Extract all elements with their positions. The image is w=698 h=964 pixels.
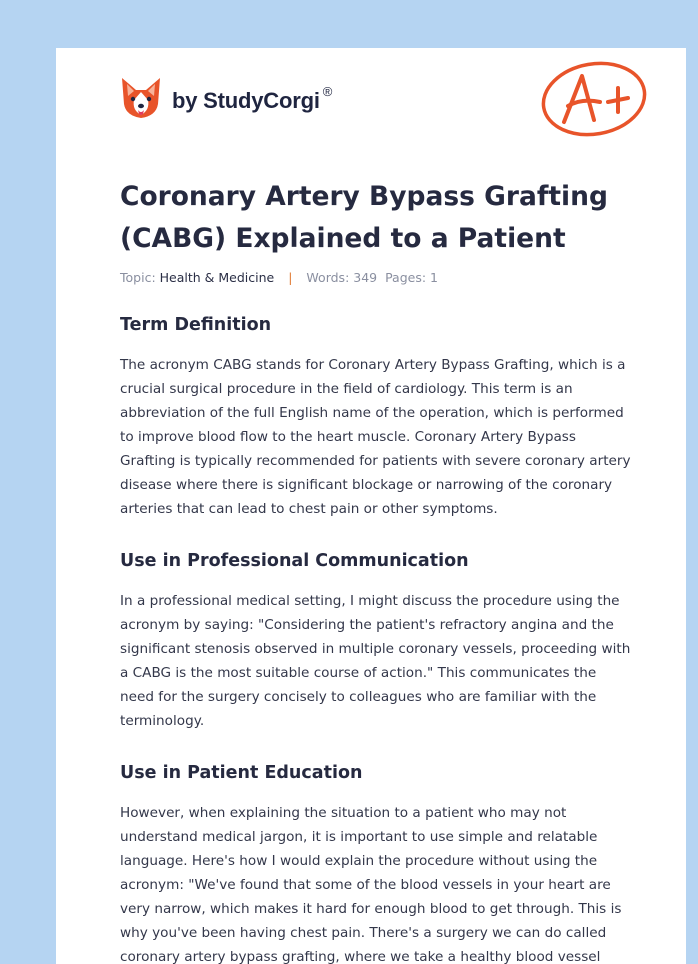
meta-separator: | (288, 270, 293, 285)
section-body-professional-communication: In a professional medical setting, I might discuss the procedure using the acronym by saying: "Considering the patient's refractory angina and the significant stenosis observed in multiple coronary vessels, proceeding with a CABG is the most suitable course of action." This communicates the need for the surgery concisely to colleagues who are familiar with the terminology. (120, 593, 631, 729)
document-title: Coronary Artery Bypass Grafting (CABG) Explained to a Patient (120, 181, 608, 254)
section-heading-professional-communication: Use in Professional Communication (120, 551, 469, 571)
brand-name: by StudyCorgi ® (172, 84, 333, 113)
topic-link[interactable]: Health & Medicine (159, 270, 275, 285)
section-body-patient-education: However, when explaining the situation to a patient who may not understand medical jargon, it is important to use simple and relatable language. Here's how I would explain the procedure without using the acronym: "We've found that some of the blood vessels in your heart are very narrow, which makes it hard for enough blood to get through. This is why you've been having chest pain. There's a surgery we can do called coronary artery bypass grafting, where we take a healthy blood vessel (120, 805, 622, 964)
grade-badge (538, 58, 650, 140)
word-count: Words: 349 (306, 270, 378, 285)
page-count: Pages: 1 (385, 270, 438, 285)
document-sheet (56, 48, 686, 964)
document-content (120, 176, 634, 964)
studycorgi-logo[interactable] (120, 76, 332, 120)
section-heading-term-definition: Term Definition (120, 315, 272, 335)
section-body-term-definition: The acronym CABG stands for Coronary Artery Bypass Grafting, which is a crucial surgical procedure in the field of cardiology. This term is an abbreviation of the full English name of the operation, which is performed to improve blood flow to the heart muscle. Coronary Artery Bypass Grafting is typically recommended for patients with severe coronary artery disease where there is significant blockage or narrowing of the coronary arteries that can lead to chest pain or other symptoms. (120, 357, 631, 517)
document-meta (120, 270, 634, 285)
topic-label: Topic: (120, 270, 156, 285)
section-heading-patient-education: Use in Patient Education (120, 763, 363, 783)
a-plus-stamp-icon (538, 58, 650, 140)
corgi-icon (120, 76, 162, 120)
